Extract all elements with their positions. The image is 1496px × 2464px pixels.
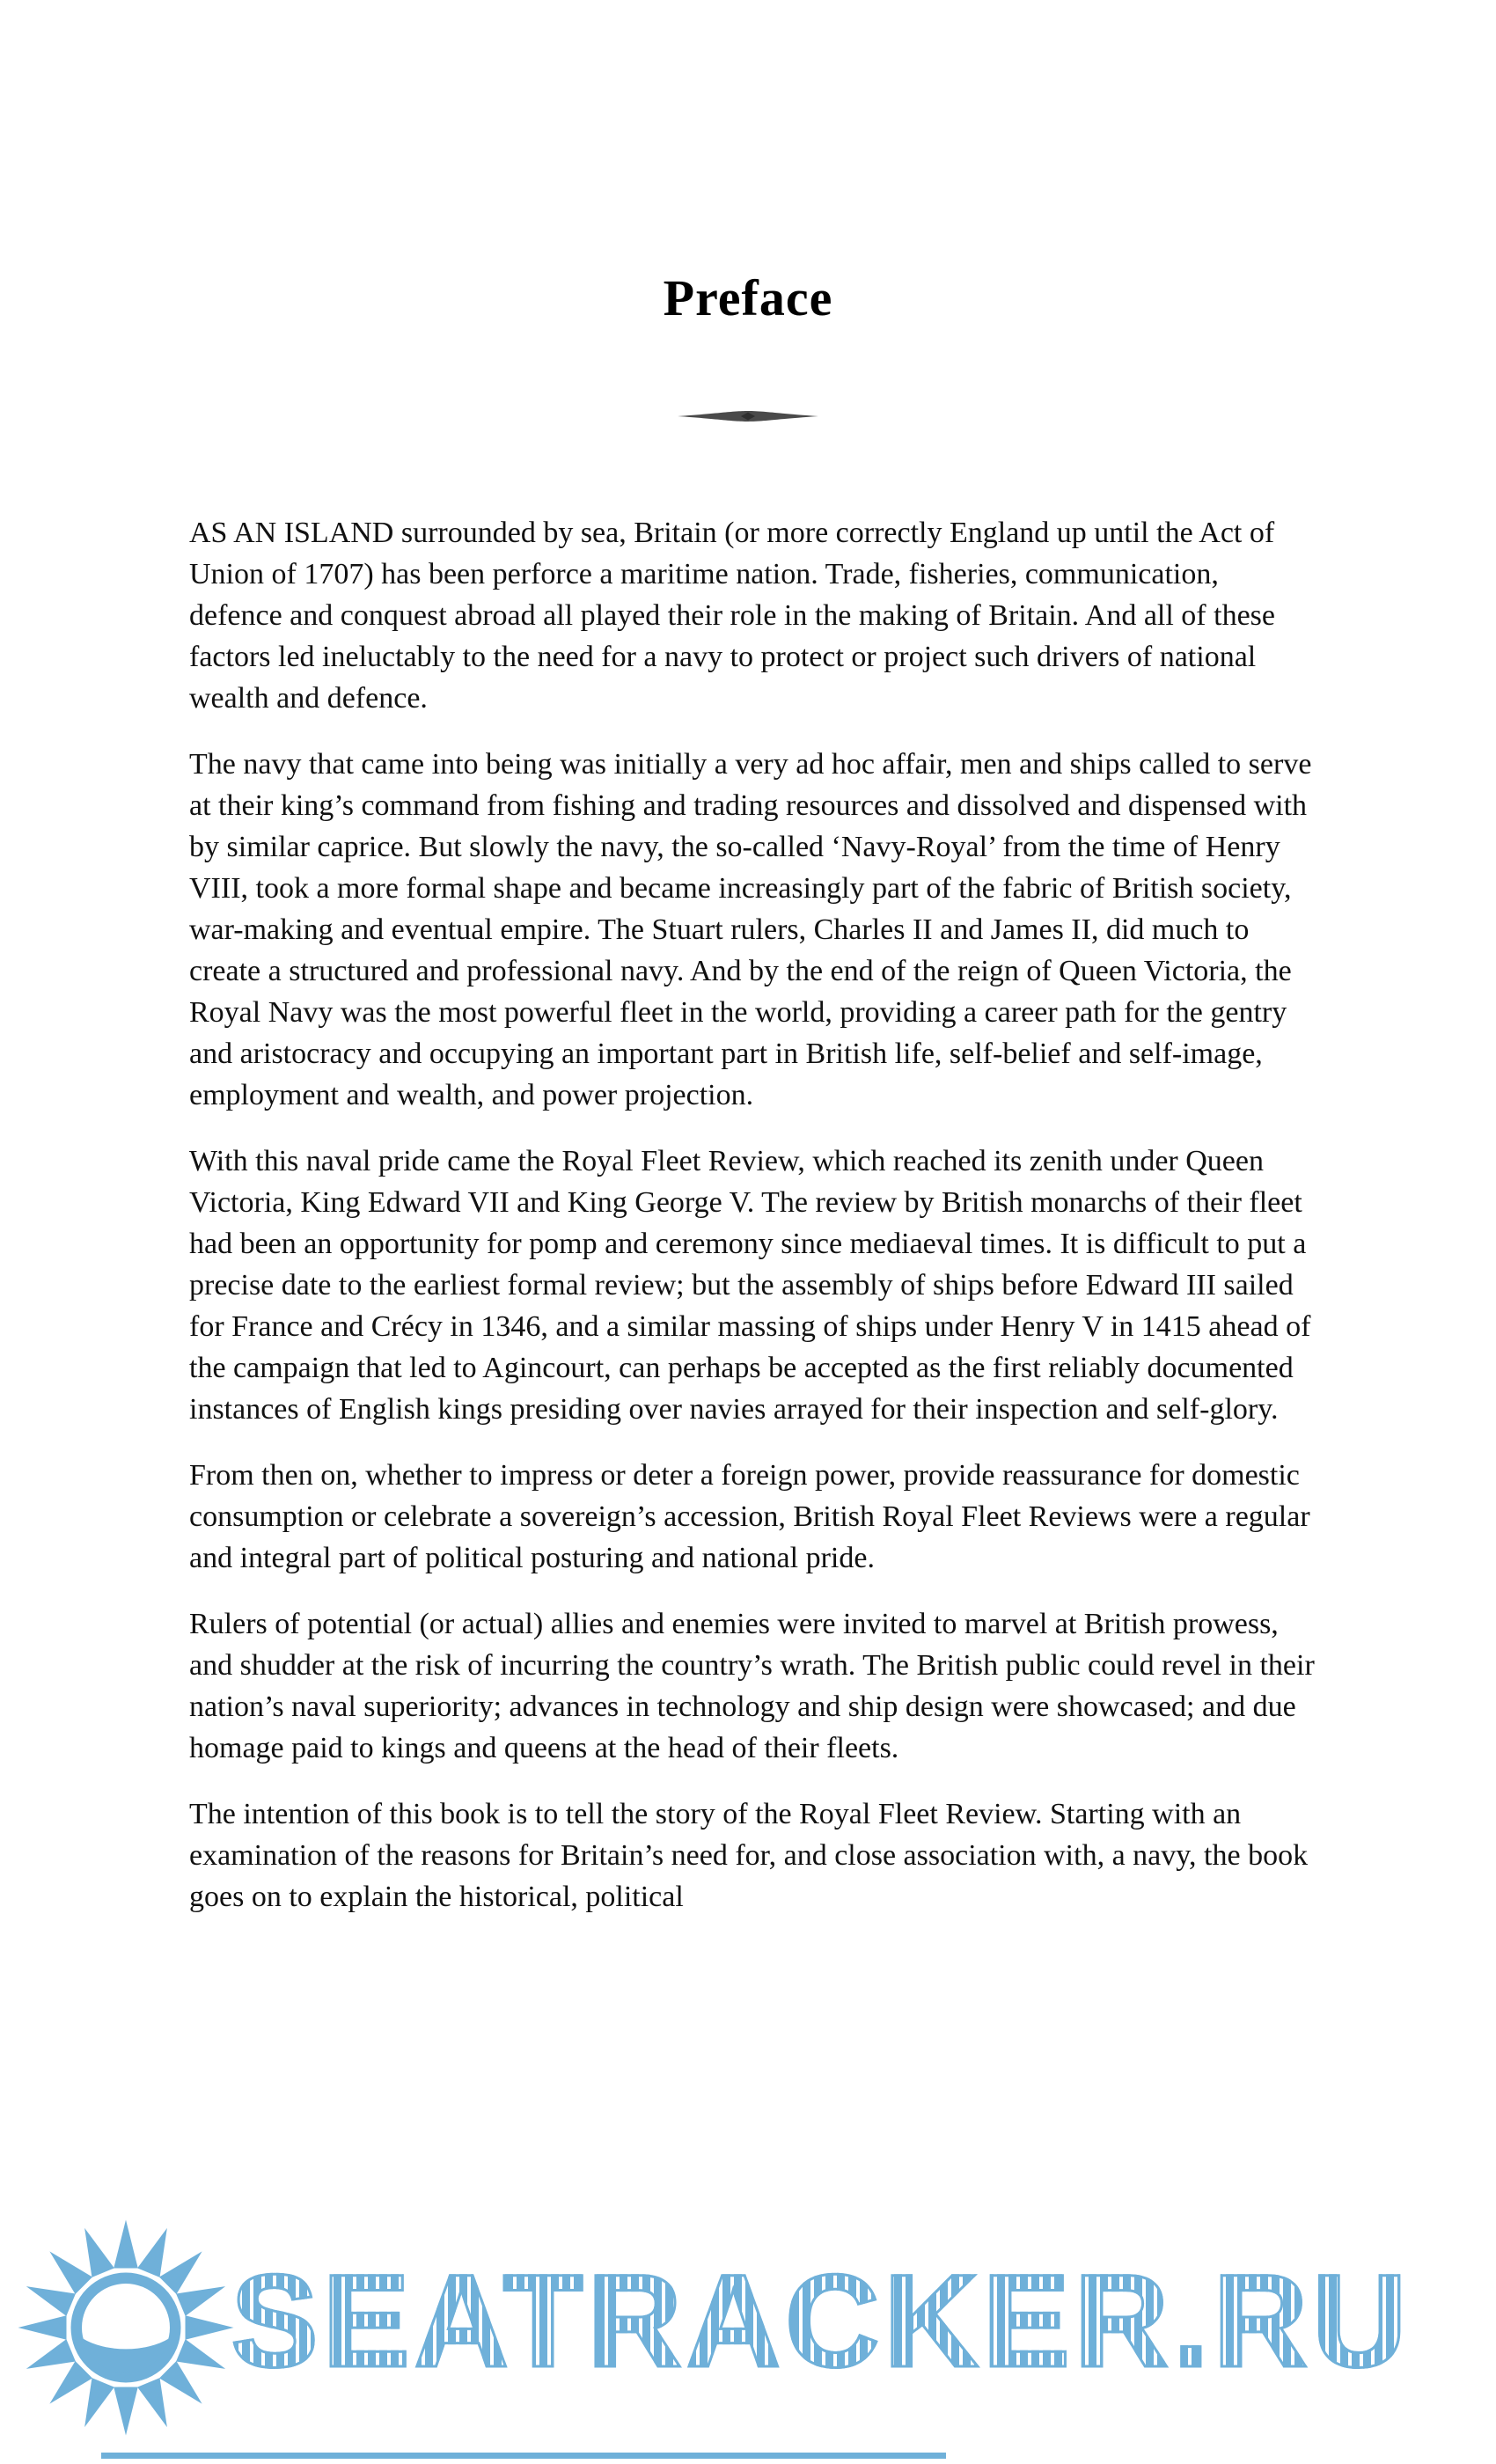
watermark-text: SEATRACKER.RU: [231, 2247, 1411, 2394]
page-title: Preface: [663, 269, 833, 326]
section-divider: [0, 408, 1496, 424]
paragraph: The navy that came into being was initially a very ad hoc affair, men and ships called to serve at their king’s command from fishing and trading resources and dissolved and dispensed with by similar caprice. But slowly the navy, the so-called ‘Navy-Royal’ from the time of Henry VIII, took a more formal shape and became increasingly part of the fabric of British society, war-making and eventual empire. The Stuart rulers, Charles II and James II, did much to create a structured and professional navy. And by the end of the reign of Queen Victoria, the Royal Navy was the most powerful fleet in the world, providing a career path for the gentry and aristocracy and occupying an important part in British life, self-belief and self-image, employment and wealth, and power projection.: [189, 748, 1312, 1111]
paragraph: With this naval pride came the Royal Fleet Review, which reached its zenith under Queen Victoria, King Edward VII and King George V. The review by British monarchs of their fleet had been an opportunity for pomp and ceremony since mediaeval times. It is difficult to put a precise date to the earliest formal review; but the assembly of ships before Edward III sailed for France and Crécy in 1346, and a similar massing of ships under Henry V in 1415 ahead of the campaign that led to Agincourt, can perhaps be accepted as the first reliably documented instances of English kings presiding over navies arrayed for their inspection and self-glory.: [189, 1145, 1311, 1426]
divider-ornament: [678, 409, 818, 423]
paragraph: AS AN ISLAND surrounded by sea, Britain (or more correctly England up until the Act of Union of 1707) has been perforce a maritime nation. Trade, fisheries, communication, defence and conquest abroad all played their role in the making of Britain. And all of these factors led ineluctably to the need for a navy to protect or project such drivers of national wealth and defence.: [189, 517, 1275, 715]
watermark: [0, 2200, 1496, 2464]
watermark-underline: [101, 2453, 946, 2459]
sun-icon: [16, 2218, 236, 2438]
text-block: [189, 512, 1316, 1918]
paragraph: Rulers of potential (or actual) allies and enemies were invited to marvel at British prowess, and shudder at the risk of incurring the country’s wrath. The British public could revel in their nation’s naval superiority; advances in technology and ship design were showcased; and due homage paid to kings and queens at the head of their fleets.: [189, 1608, 1315, 1764]
paragraph: The intention of this book is to tell the story of the Royal Fleet Review. Starting with an examination of the reasons for Britain’s need for, and close association with, a navy, the book goes on to explain the historical, political: [189, 1798, 1309, 1913]
paragraph: From then on, whether to impress or deter a foreign power, provide reassurance for domestic consumption or celebrate a sovereign’s accession, British Royal Fleet Reviews were a regular and integral part of political posturing and national pride.: [189, 1459, 1310, 1574]
